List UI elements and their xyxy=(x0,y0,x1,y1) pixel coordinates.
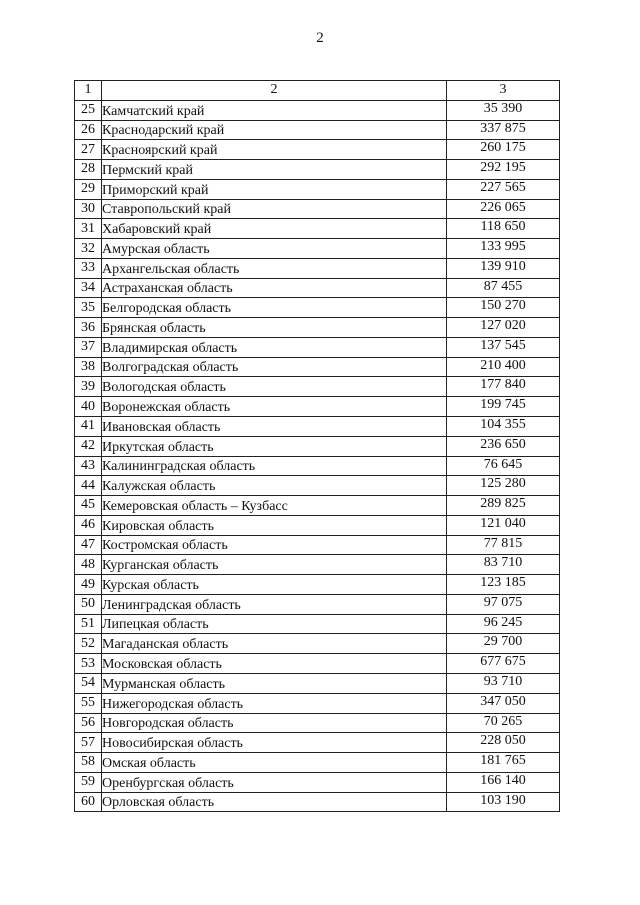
table-row xyxy=(75,100,560,120)
region-value: 70 265 xyxy=(447,713,560,733)
region-value: 199 745 xyxy=(447,397,560,417)
region-name: Архангельская область xyxy=(102,258,447,278)
region-value: 210 400 xyxy=(447,357,560,377)
row-number: 52 xyxy=(75,634,102,654)
region-name: Вологодская область xyxy=(102,377,447,397)
row-number: 51 xyxy=(75,614,102,634)
table-row xyxy=(75,496,560,516)
column-header: 2 xyxy=(102,81,447,101)
row-number: 42 xyxy=(75,436,102,456)
region-value: 137 545 xyxy=(447,337,560,357)
region-value: 83 710 xyxy=(447,555,560,575)
table-row xyxy=(75,515,560,535)
table-row xyxy=(75,753,560,773)
row-number: 44 xyxy=(75,476,102,496)
region-name: Липецкая область xyxy=(102,614,447,634)
region-value: 260 175 xyxy=(447,140,560,160)
row-number: 36 xyxy=(75,318,102,338)
region-value: 121 040 xyxy=(447,515,560,535)
table-row xyxy=(75,337,560,357)
row-number: 28 xyxy=(75,160,102,180)
page-number: 2 xyxy=(316,30,324,46)
region-name: Краснодарский край xyxy=(102,120,447,140)
row-number: 58 xyxy=(75,753,102,773)
region-value: 227 565 xyxy=(447,179,560,199)
table-row xyxy=(75,397,560,417)
region-name: Владимирская область xyxy=(102,337,447,357)
region-name: Новосибирская область xyxy=(102,733,447,753)
table-row xyxy=(75,555,560,575)
region-value: 125 280 xyxy=(447,476,560,496)
table-row xyxy=(75,417,560,437)
region-value: 139 910 xyxy=(447,258,560,278)
row-number: 30 xyxy=(75,199,102,219)
table-row xyxy=(75,535,560,555)
region-name: Магаданская область xyxy=(102,634,447,654)
region-value: 226 065 xyxy=(447,199,560,219)
row-number: 33 xyxy=(75,258,102,278)
region-name: Мурманская область xyxy=(102,673,447,693)
region-name: Воронежская область xyxy=(102,397,447,417)
region-name: Красноярский край xyxy=(102,140,447,160)
region-name: Курганская область xyxy=(102,555,447,575)
region-value: 35 390 xyxy=(447,100,560,120)
region-value: 289 825 xyxy=(447,496,560,516)
row-number: 29 xyxy=(75,179,102,199)
regions-table xyxy=(74,80,560,812)
table-row xyxy=(75,179,560,199)
table-row xyxy=(75,693,560,713)
column-header: 3 xyxy=(447,81,560,101)
table-row xyxy=(75,298,560,318)
table-row xyxy=(75,219,560,239)
region-value: 677 675 xyxy=(447,654,560,674)
region-name: Камчатский край xyxy=(102,100,447,120)
row-number: 49 xyxy=(75,575,102,595)
region-value: 97 075 xyxy=(447,594,560,614)
region-name: Новгородская область xyxy=(102,713,447,733)
row-number: 46 xyxy=(75,515,102,535)
row-number: 31 xyxy=(75,219,102,239)
row-number: 40 xyxy=(75,397,102,417)
region-name: Московская область xyxy=(102,654,447,674)
row-number: 56 xyxy=(75,713,102,733)
region-name: Оренбургская область xyxy=(102,772,447,792)
table-row xyxy=(75,120,560,140)
region-value: 181 765 xyxy=(447,753,560,773)
row-number: 38 xyxy=(75,357,102,377)
region-name: Амурская область xyxy=(102,239,447,259)
region-value: 77 815 xyxy=(447,535,560,555)
table-row xyxy=(75,278,560,298)
region-name: Хабаровский край xyxy=(102,219,447,239)
region-value: 337 875 xyxy=(447,120,560,140)
table-header-row xyxy=(75,81,560,101)
table-row xyxy=(75,140,560,160)
region-name: Орловская область xyxy=(102,792,447,812)
table-row xyxy=(75,792,560,812)
row-number: 37 xyxy=(75,337,102,357)
column-header: 1 xyxy=(75,81,102,101)
row-number: 25 xyxy=(75,100,102,120)
region-name: Кемеровская область – Кузбасс xyxy=(102,496,447,516)
row-number: 47 xyxy=(75,535,102,555)
region-name: Нижегородская область xyxy=(102,693,447,713)
table-row xyxy=(75,456,560,476)
region-name: Калининградская область xyxy=(102,456,447,476)
table-row xyxy=(75,436,560,456)
table-row xyxy=(75,713,560,733)
region-value: 96 245 xyxy=(447,614,560,634)
region-value: 87 455 xyxy=(447,278,560,298)
region-value: 127 020 xyxy=(447,318,560,338)
table-row xyxy=(75,239,560,259)
region-name: Приморский край xyxy=(102,179,447,199)
region-name: Астраханская область xyxy=(102,278,447,298)
row-number: 43 xyxy=(75,456,102,476)
row-number: 48 xyxy=(75,555,102,575)
table-row xyxy=(75,258,560,278)
region-value: 104 355 xyxy=(447,417,560,437)
region-name: Ленинградская область xyxy=(102,594,447,614)
region-value: 29 700 xyxy=(447,634,560,654)
region-name: Омская область xyxy=(102,753,447,773)
region-name: Курская область xyxy=(102,575,447,595)
row-number: 59 xyxy=(75,772,102,792)
region-value: 118 650 xyxy=(447,219,560,239)
region-name: Кировская область xyxy=(102,515,447,535)
region-name: Пермский край xyxy=(102,160,447,180)
region-value: 228 050 xyxy=(447,733,560,753)
table-row xyxy=(75,673,560,693)
row-number: 27 xyxy=(75,140,102,160)
row-number: 60 xyxy=(75,792,102,812)
row-number: 41 xyxy=(75,417,102,437)
row-number: 57 xyxy=(75,733,102,753)
table-row xyxy=(75,357,560,377)
region-value: 177 840 xyxy=(447,377,560,397)
region-value: 347 050 xyxy=(447,693,560,713)
row-number: 50 xyxy=(75,594,102,614)
region-value: 150 270 xyxy=(447,298,560,318)
region-name: Волгоградская область xyxy=(102,357,447,377)
table-row xyxy=(75,476,560,496)
row-number: 35 xyxy=(75,298,102,318)
region-value: 166 140 xyxy=(447,772,560,792)
region-name: Ивановская область xyxy=(102,417,447,437)
region-name: Калужская область xyxy=(102,476,447,496)
row-number: 53 xyxy=(75,654,102,674)
row-number: 45 xyxy=(75,496,102,516)
table-row xyxy=(75,614,560,634)
region-value: 76 645 xyxy=(447,456,560,476)
region-value: 103 190 xyxy=(447,792,560,812)
region-name: Ставропольский край xyxy=(102,199,447,219)
table-row xyxy=(75,199,560,219)
table-row xyxy=(75,733,560,753)
table-row xyxy=(75,654,560,674)
table-row xyxy=(75,318,560,338)
table-row xyxy=(75,377,560,397)
table-row xyxy=(75,594,560,614)
table-row xyxy=(75,575,560,595)
row-number: 34 xyxy=(75,278,102,298)
row-number: 32 xyxy=(75,239,102,259)
region-name: Костромская область xyxy=(102,535,447,555)
region-value: 133 995 xyxy=(447,239,560,259)
table-row xyxy=(75,160,560,180)
region-value: 93 710 xyxy=(447,673,560,693)
region-value: 236 650 xyxy=(447,436,560,456)
row-number: 55 xyxy=(75,693,102,713)
row-number: 39 xyxy=(75,377,102,397)
region-name: Брянская область xyxy=(102,318,447,338)
table-row xyxy=(75,634,560,654)
region-name: Иркутская область xyxy=(102,436,447,456)
row-number: 54 xyxy=(75,673,102,693)
row-number: 26 xyxy=(75,120,102,140)
region-value: 123 185 xyxy=(447,575,560,595)
region-name: Белгородская область xyxy=(102,298,447,318)
region-value: 292 195 xyxy=(447,160,560,180)
table-row xyxy=(75,772,560,792)
